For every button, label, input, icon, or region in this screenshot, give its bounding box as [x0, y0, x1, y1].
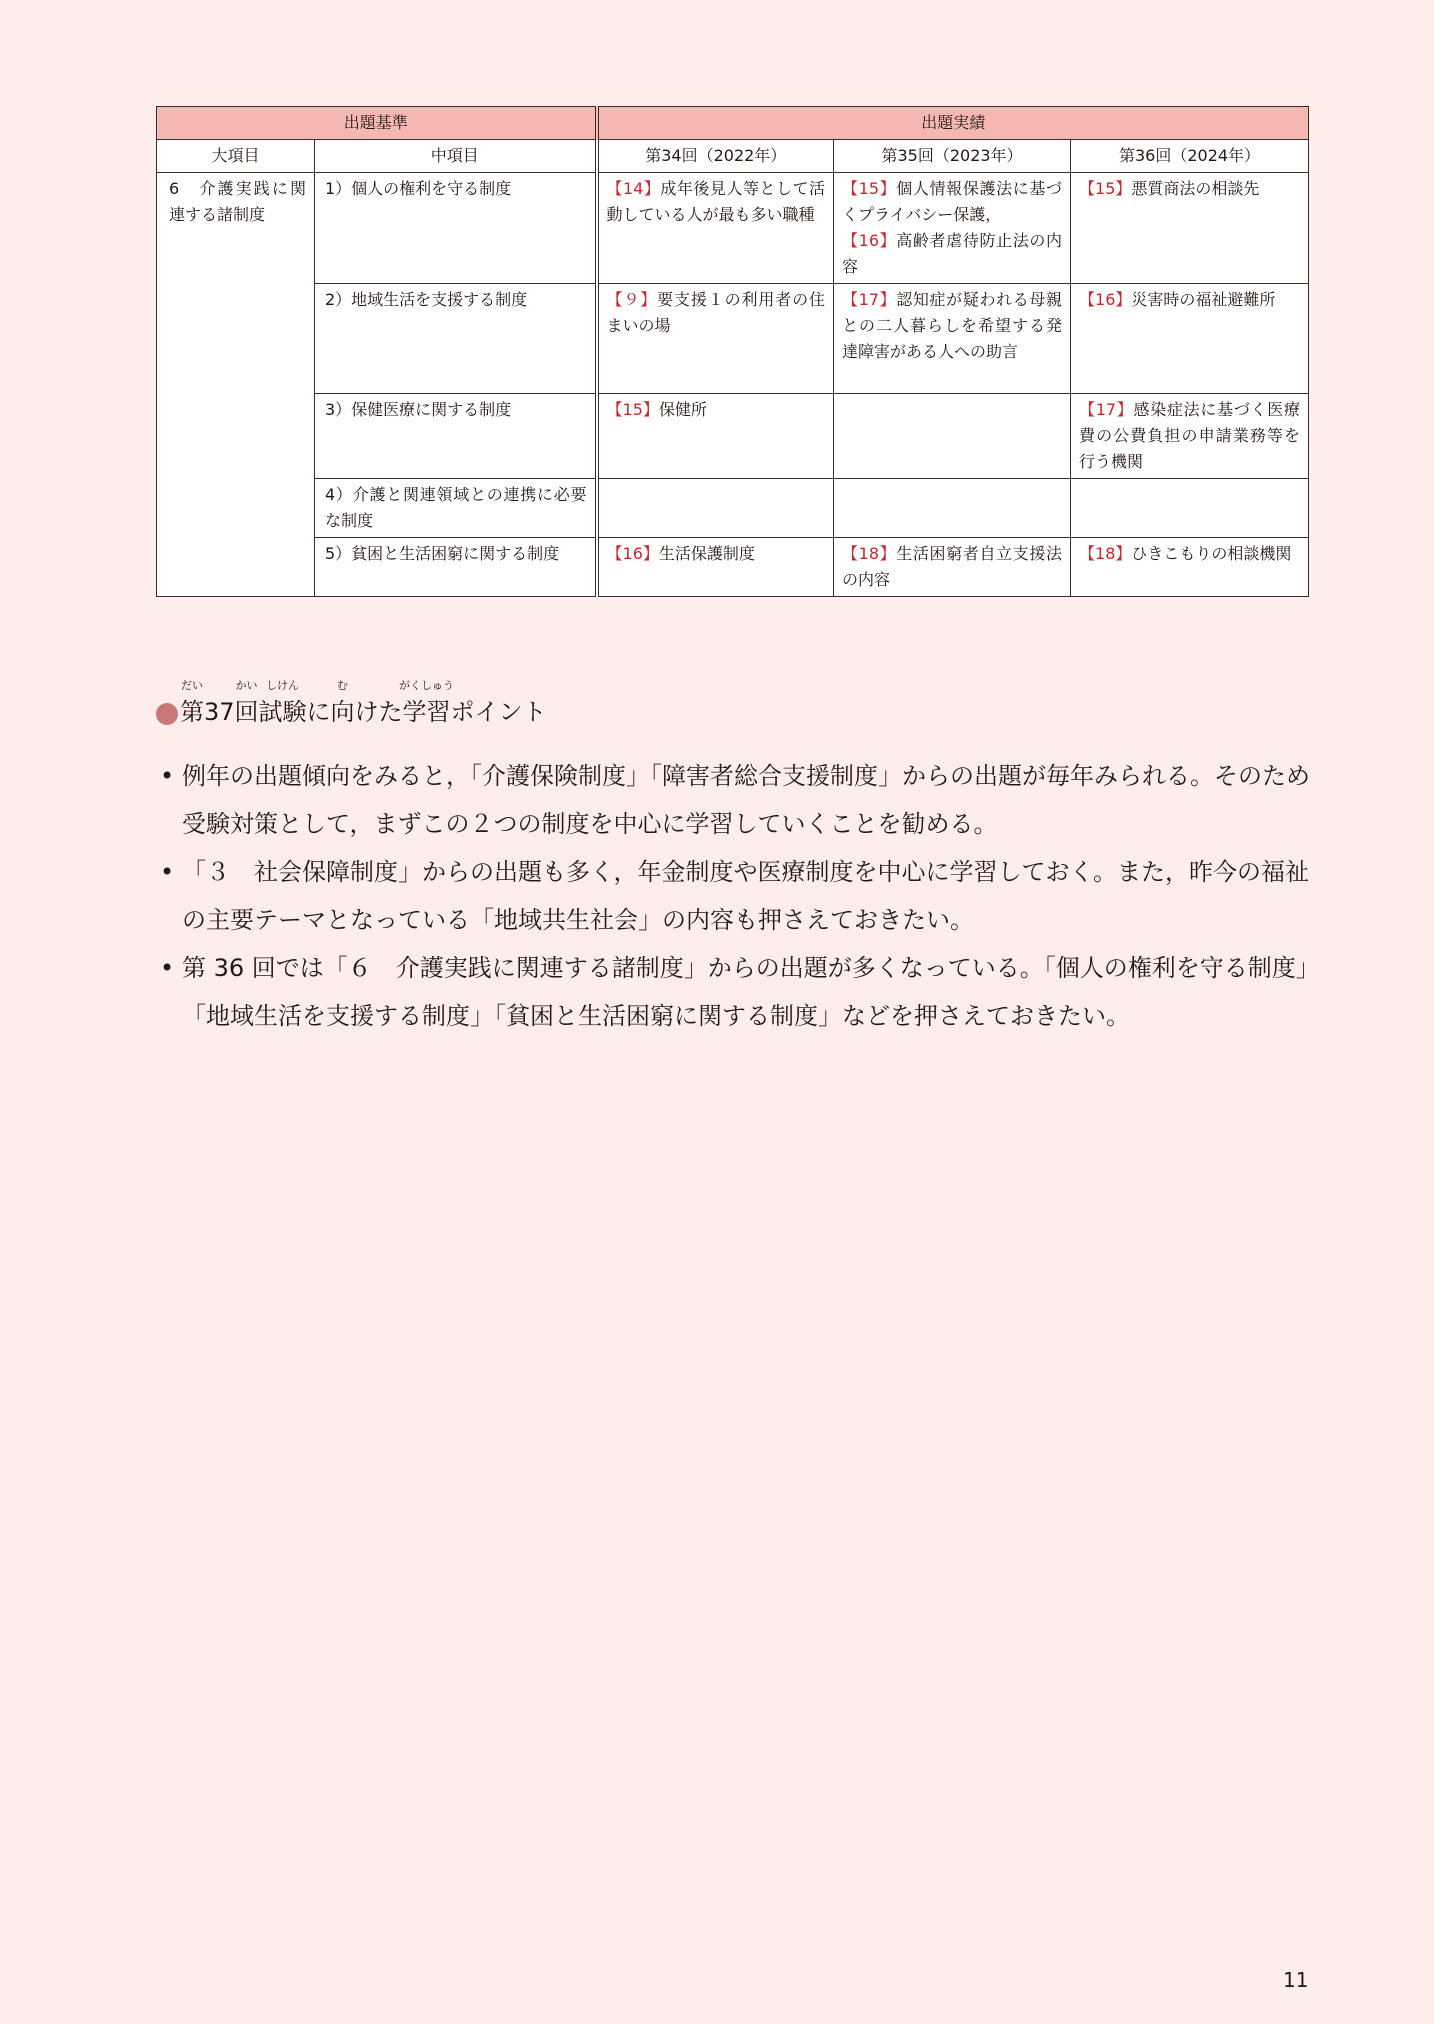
table-row: [157, 394, 1309, 479]
result-cell-36: [1071, 284, 1309, 394]
result-entry: [607, 397, 826, 423]
exam-criteria-table: [156, 106, 1309, 597]
result-cell-34: [597, 479, 834, 538]
question-number: 【17】: [842, 290, 897, 309]
study-point-item: [156, 848, 1316, 944]
question-number: 【15】: [842, 179, 897, 198]
question-number: 【16】: [606, 544, 659, 563]
header-criteria: 出題基準: [157, 107, 597, 140]
mid-item-cell: 4）介護と関連領域との連携に必要な制度: [315, 479, 597, 538]
study-point-text: 「３ 社会保障制度」からの出題も多く，年金制度や医療制度を中心に学習しておく。また，昨今の福祉の主要テーマとなっている「地域共生社会」の内容も押さえておきたい。: [182, 858, 1310, 934]
result-entry: [607, 176, 826, 228]
result-cell-35: [834, 284, 1071, 394]
result-entry: [842, 228, 1062, 280]
question-number: 【15】: [606, 400, 659, 419]
question-topic: 成年後見人等として活動している人が最も多い職種: [606, 179, 825, 224]
question-topic: 個人情報保護法に基づくプライバシー保護，: [842, 179, 1062, 224]
bullet-icon: •: [160, 954, 175, 982]
col-35: 第35回（2023年）: [834, 140, 1071, 173]
header-results: 出題実績: [597, 107, 1309, 140]
result-cell-34: [597, 538, 834, 597]
question-topic: 認知症が疑われる母親との二人暮らしを希望する発達障害がある人への助言: [842, 290, 1063, 361]
major-item-cell: 6 介護実践に関連する諸制度: [157, 173, 315, 597]
result-cell-36: [1071, 173, 1309, 284]
question-number: 【15】: [1079, 179, 1132, 198]
question-topic: 生活困窮者自立支援法の内容: [842, 544, 1062, 589]
question-topic: 要支援１の利用者の住まいの場: [606, 290, 825, 335]
question-number: 【16】: [842, 231, 897, 250]
bullet-dot-icon: [156, 703, 178, 725]
result-entry: [1079, 397, 1300, 475]
result-cell-35: [834, 173, 1071, 284]
mid-item-cell: 2）地域生活を支援する制度: [315, 284, 597, 394]
bullet-icon: •: [160, 762, 175, 790]
result-entry: [1079, 541, 1300, 567]
result-entry: [842, 541, 1062, 593]
result-cell-35: [834, 394, 1071, 479]
result-entry: [607, 541, 826, 567]
study-point-text: 第 36 回では「６ 介護実践に関連する諸制度」からの出題が多くなっている。「個人の権利を守る制度」「地域生活を支援する制度」「貧困と生活困窮に関する制度」などを押さえておきたい。: [182, 954, 1308, 1030]
question-topic: 感染症法に基づく医療費の公費負担の申請業務等を行う機関: [1079, 400, 1301, 471]
study-points-list: [156, 752, 1316, 1040]
question-topic: 生活保護制度: [658, 544, 755, 563]
study-point-text: 例年の出題傾向をみると，「介護保険制度」「障害者総合支援制度」からの出題が毎年みられる。そのため受験対策として，まずこの２つの制度を中心に学習していくことを勧める。: [182, 762, 1310, 838]
question-number: 【18】: [1079, 544, 1132, 563]
col-36: 第36回（2024年）: [1071, 140, 1309, 173]
bullet-icon: •: [160, 858, 175, 886]
result-entry: [842, 287, 1062, 365]
result-entry: [607, 287, 826, 339]
exam-table-container: [156, 106, 1308, 597]
result-entry: [1079, 176, 1300, 202]
result-cell-36: [1071, 479, 1309, 538]
result-cell-35: [834, 538, 1071, 597]
question-topic: ひきこもりの相談機関: [1131, 544, 1292, 563]
result-cell-34: [597, 394, 834, 479]
result-cell-34: [597, 173, 834, 284]
question-topic: 災害時の福祉避難所: [1131, 290, 1276, 309]
col-34: 第34回（2022年）: [597, 140, 834, 173]
section-title: 第 だい 37回 かい 試験 しけん に向 む けた学習 がくしゅう ポイント: [180, 679, 547, 726]
result-entry: [842, 176, 1062, 228]
question-topic: 保健所: [658, 400, 707, 419]
question-number: 【９】: [606, 290, 658, 309]
study-point-item: [156, 944, 1316, 1040]
mid-item-cell: 5）貧困と生活困窮に関する制度: [315, 538, 597, 597]
question-topic: 悪質商法の相談先: [1131, 179, 1260, 198]
question-topic: 高齢者虐待防止法の内容: [842, 231, 1062, 276]
section-title-row: [156, 679, 1316, 734]
mid-item-cell: 1）個人の権利を守る制度: [315, 173, 597, 284]
table-row: [157, 284, 1309, 394]
result-cell-36: [1071, 538, 1309, 597]
col-major: 大項目: [157, 140, 315, 173]
result-cell-36: [1071, 394, 1309, 479]
question-number: 【14】: [606, 179, 661, 198]
question-number: 【17】: [1079, 400, 1134, 419]
table-row: [157, 173, 1309, 284]
mid-item-cell: 3）保健医療に関する制度: [315, 394, 597, 479]
result-cell-35: [834, 479, 1071, 538]
table-row: [157, 538, 1309, 597]
result-cell-34: [597, 284, 834, 394]
question-number: 【16】: [1079, 290, 1132, 309]
table-row: [157, 479, 1309, 538]
question-number: 【18】: [842, 544, 897, 563]
result-entry: [1079, 287, 1300, 313]
study-points-section: [156, 679, 1316, 1040]
study-point-item: [156, 752, 1316, 848]
col-mid: 中項目: [315, 140, 597, 173]
page-number: 11: [1283, 1968, 1309, 1992]
